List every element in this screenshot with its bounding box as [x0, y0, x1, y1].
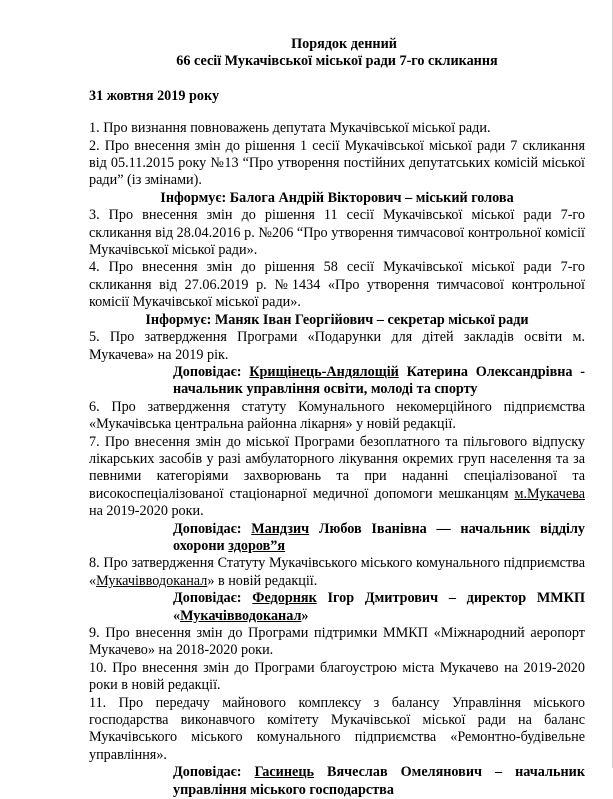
agenda-item-1: 1. Про визнання повноважень депутата Мукачівської міської ради.: [89, 120, 491, 137]
presenter-role: Інформує:: [160, 189, 227, 206]
presenter-role: Доповідає:: [173, 363, 242, 380]
session-date: 31 жовтня 2019 року: [89, 87, 220, 104]
title-line-1: Порядок денний: [291, 36, 397, 52]
presenter-text: Вячеслав Омелянович – начальник управління міського господарства: [173, 764, 585, 798]
title-line-2: 66 сесії Мукачівської міської ради 7-го скликання: [176, 53, 498, 70]
agenda-item-2: 2. Про внесення змін до рішення 1 сесії Мукачівської міської ради 7 скликання від 05.11.2015 року №13 “Про утворення постійних депутатських комісій міської ради” (із змінами).: [89, 137, 585, 189]
item-text: 8. Про затвердження Статуту Мукачівського міського комунального підприємства «: [89, 555, 585, 589]
agenda-list: [89, 120, 585, 799]
presenter-6: [89, 764, 585, 799]
presenter-text-underlined: здоров”я: [228, 537, 286, 554]
item-text: 7. Про внесення змін до міської Програми безоплатного та пільгового відпуску лікарських засобів у разі амбулаторного лікування окремих груп населення та за певними категоріями захворювань та при наданні спеціалізованої та високоспеціалізованої стаціонарної медичної допомоги мешканцям: [89, 433, 585, 502]
presenter-text: Балога Андрій Вікторович – міський голова: [226, 189, 514, 206]
agenda-item-6: 6. Про затвердження статуту Комунального некомерційного підприємства «Мукачівська центральна районна лікарня» у новій редакції.: [89, 398, 585, 433]
agenda-item-4: 4. Про внесення змін до рішення 58 сесії Мукачівської міської ради 7-го скликання від 27.06.2019 р. №1434 «Про утворення тимчасової контрольної комісії Мукачівської міської ради».: [89, 259, 585, 311]
presenter-2: [89, 312, 585, 329]
org-name: Мукачівводоканал: [180, 607, 302, 624]
presenter-name: Мандзич: [251, 520, 310, 537]
presenter-1: [89, 190, 585, 207]
presenter-name: Федорняк: [252, 590, 317, 607]
item-text: на 2019-2020 роки.: [89, 503, 204, 520]
presenter-5: [89, 590, 585, 625]
presenter-role: Інформує:: [145, 311, 212, 328]
agenda-item-7: [89, 434, 585, 521]
presenter-role: Доповідає:: [173, 590, 242, 607]
document-content: [89, 36, 585, 799]
document-title: [89, 36, 585, 71]
presenter-3: [89, 364, 585, 399]
presenter-text: Ігор Дмитрович – директор ММКП «: [173, 590, 586, 624]
agenda-item-9: 9. Про внесення змін до Програми підтримки ММКП «Міжнародний аеропорт Мукачево» на 2018-2020 роки.: [89, 625, 585, 659]
agenda-item-8: [89, 555, 585, 590]
presenter-text: Маняк Іван Георгійович – секретар міської ради: [211, 311, 529, 328]
presenter-4: [89, 521, 585, 556]
agenda-item-3: 3. Про внесення змін до рішення 11 сесії Мукачівської міської ради 7-го скликання від 28.04.2016 р. №206 “Про утворення тимчасової контрольної комісії Мукачівської міської ради».: [89, 207, 585, 259]
agenda-item-5: 5. Про затвердження Програми «Подарунки для дітей закладів освіти м. Мукачева» на 2019 рік.: [89, 329, 585, 363]
agenda-item-10: 10. Про внесення змін до Програми благоустрою міста Мукачево на 2019-2020 роки в новій редакції.: [89, 659, 585, 694]
presenter-text: Катерина Олександрівна - начальник управління освіти, молоді та спорту: [173, 363, 585, 398]
presenter-role: Доповідає:: [173, 764, 242, 781]
presenter-text: »: [301, 607, 309, 624]
town-name: м.Мукачева: [514, 485, 585, 502]
presenter-name: Крищінець-Андялощій: [249, 363, 399, 380]
item-text: » в новій редакції.: [207, 572, 318, 589]
org-name: Мукачівводоканал: [96, 572, 208, 589]
presenter-role: Доповідає:: [173, 520, 242, 537]
presenter-text: Любов Іванівна — начальник відділу охорони: [173, 520, 586, 554]
agenda-item-11: 11. Про передачу майнового комплексу з балансу Управління міського господарства виконавчого комітету Мукачівської міської ради на баланс Мукачівського міського комунального підприємства «Ремонтно-будівельне управління».: [89, 694, 585, 763]
presenter-name: Гасинець: [254, 764, 314, 781]
